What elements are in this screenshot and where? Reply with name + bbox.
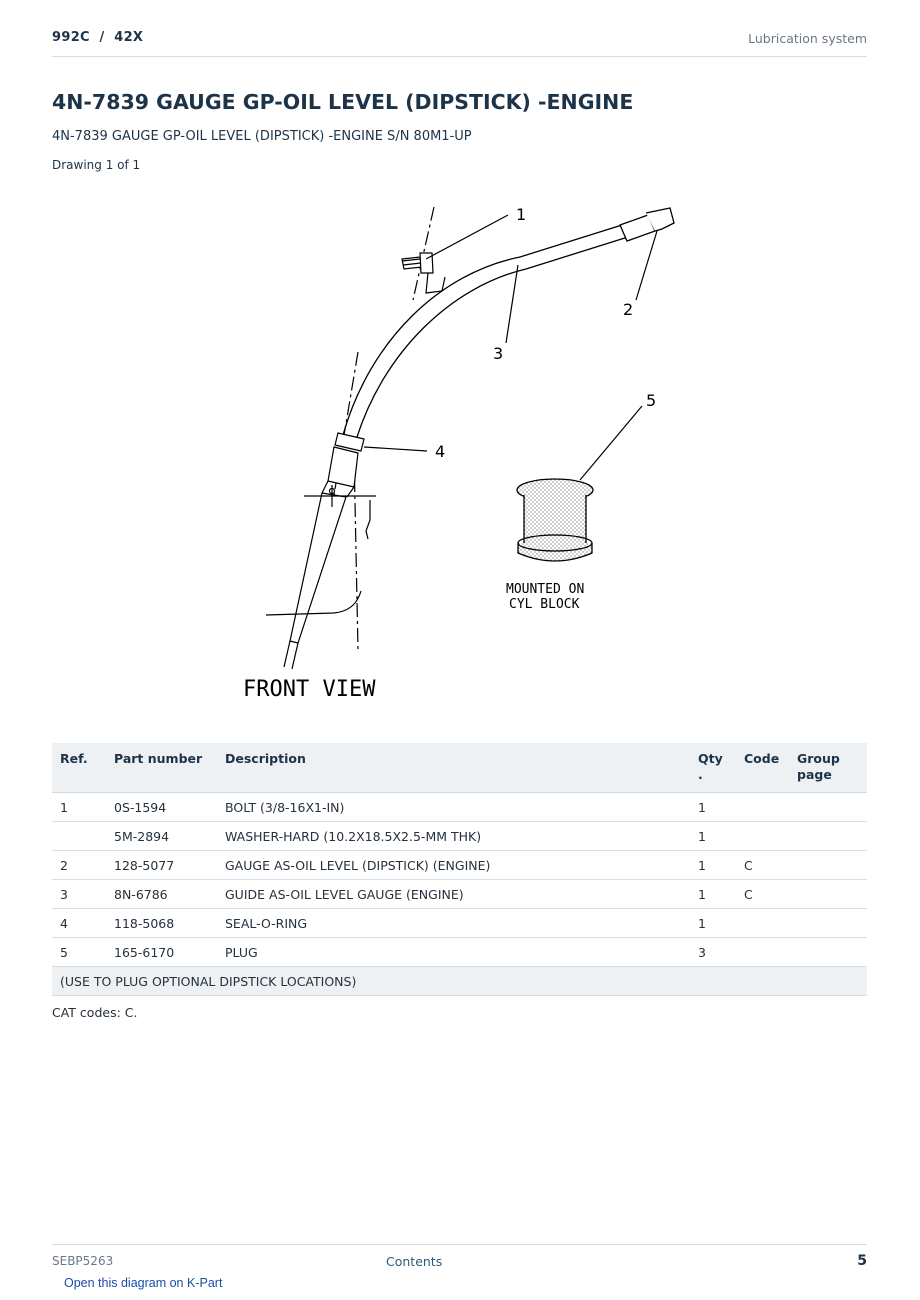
cell-ref: 3 xyxy=(52,880,106,909)
cell-description: SEAL-O-RING xyxy=(217,909,690,938)
table-row xyxy=(52,909,867,938)
cell-part-number: 8N-6786 xyxy=(106,880,217,909)
cell-ref: 2 xyxy=(52,851,106,880)
cell-ref: 5 xyxy=(52,938,106,967)
table-row xyxy=(52,793,867,822)
table-row xyxy=(52,938,867,967)
cat-codes: CAT codes: C. xyxy=(52,1005,138,1020)
bolt-bracket xyxy=(402,253,445,293)
page-header xyxy=(52,30,867,57)
dipstick-drawing xyxy=(230,195,700,710)
cell-description: WASHER-HARD (10.2X18.5X2.5-MM THK) xyxy=(217,822,690,851)
cell-description: PLUG xyxy=(217,938,690,967)
parts-table xyxy=(52,743,867,996)
callout-4: 4 xyxy=(435,442,446,461)
guide-tube xyxy=(343,225,628,437)
col-header-qty: Qty . xyxy=(690,743,736,793)
cell-code xyxy=(736,909,789,938)
callout-1: 1 xyxy=(516,205,527,224)
seal-and-dipstick xyxy=(284,433,364,669)
cell-group-page xyxy=(789,909,867,938)
col-header-group-page: Group page xyxy=(789,743,867,793)
document-number: SEBP5263 xyxy=(52,1254,114,1268)
cell-description: BOLT (3/8-16X1-IN) xyxy=(217,793,690,822)
cell-group-page xyxy=(789,851,867,880)
section-name: Lubrication system xyxy=(748,31,867,46)
cell-qty: 1 xyxy=(690,793,736,822)
cell-group-page xyxy=(789,938,867,967)
table-row xyxy=(52,822,867,851)
cell-group-page xyxy=(789,793,867,822)
cell-qty: 3 xyxy=(690,938,736,967)
cell-description: GAUGE AS-OIL LEVEL (DIPSTICK) (ENGINE) xyxy=(217,851,690,880)
machine-model: 992C / 42X xyxy=(52,30,144,45)
cell-part-number: 118-5068 xyxy=(106,909,217,938)
table-row xyxy=(52,880,867,909)
cell-ref: 1 xyxy=(52,793,106,822)
page-number: 5 xyxy=(857,1253,867,1269)
cell-part-number: 5M-2894 xyxy=(106,822,217,851)
cell-code: C xyxy=(736,880,789,909)
col-header-code: Code xyxy=(736,743,789,793)
plug-caption-line-2: CYL BLOCK xyxy=(509,597,580,612)
col-header-part-number: Part number xyxy=(106,743,217,793)
plug-caption-line-1: MOUNTED ON xyxy=(506,582,585,597)
table-row xyxy=(52,851,867,880)
kpart-link[interactable]: Open this diagram on K-Part xyxy=(64,1276,223,1290)
view-label: FRONT VIEW xyxy=(243,677,376,702)
parts-diagram xyxy=(230,195,700,710)
cell-group-page xyxy=(789,880,867,909)
page-footer xyxy=(52,1244,867,1275)
cell-code xyxy=(736,938,789,967)
cell-part-number: 0S-1594 xyxy=(106,793,217,822)
cell-part-number: 165-6170 xyxy=(106,938,217,967)
cell-qty: 1 xyxy=(690,822,736,851)
cell-qty: 1 xyxy=(690,880,736,909)
cell-ref: 4 xyxy=(52,909,106,938)
cell-group-page xyxy=(789,822,867,851)
cell-code xyxy=(736,822,789,851)
callout-2: 2 xyxy=(623,300,634,319)
cell-ref xyxy=(52,822,106,851)
table-header-row xyxy=(52,743,867,793)
callout-3: 3 xyxy=(493,344,504,363)
callout-5: 5 xyxy=(646,391,657,410)
page-title: 4N-7839 GAUGE GP-OIL LEVEL (DIPSTICK) -ENGINE xyxy=(52,90,634,114)
cell-description: GUIDE AS-OIL LEVEL GAUGE (ENGINE) xyxy=(217,880,690,909)
col-header-description: Description xyxy=(217,743,690,793)
table-note-row xyxy=(52,967,867,996)
contents-link[interactable]: Contents xyxy=(386,1254,443,1269)
cell-qty: 1 xyxy=(690,909,736,938)
col-header-ref: Ref. xyxy=(52,743,106,793)
gauge-handle xyxy=(620,208,674,241)
cell-qty: 1 xyxy=(690,851,736,880)
cell-code: C xyxy=(736,851,789,880)
cell-part-number: 128-5077 xyxy=(106,851,217,880)
table-note: (USE TO PLUG OPTIONAL DIPSTICK LOCATIONS) xyxy=(52,967,867,996)
drawing-count: Drawing 1 of 1 xyxy=(52,158,141,172)
plug xyxy=(517,479,593,561)
page-subtitle: 4N-7839 GAUGE GP-OIL LEVEL (DIPSTICK) -ENGINE S/N 80M1-UP xyxy=(52,129,472,144)
cell-code xyxy=(736,793,789,822)
